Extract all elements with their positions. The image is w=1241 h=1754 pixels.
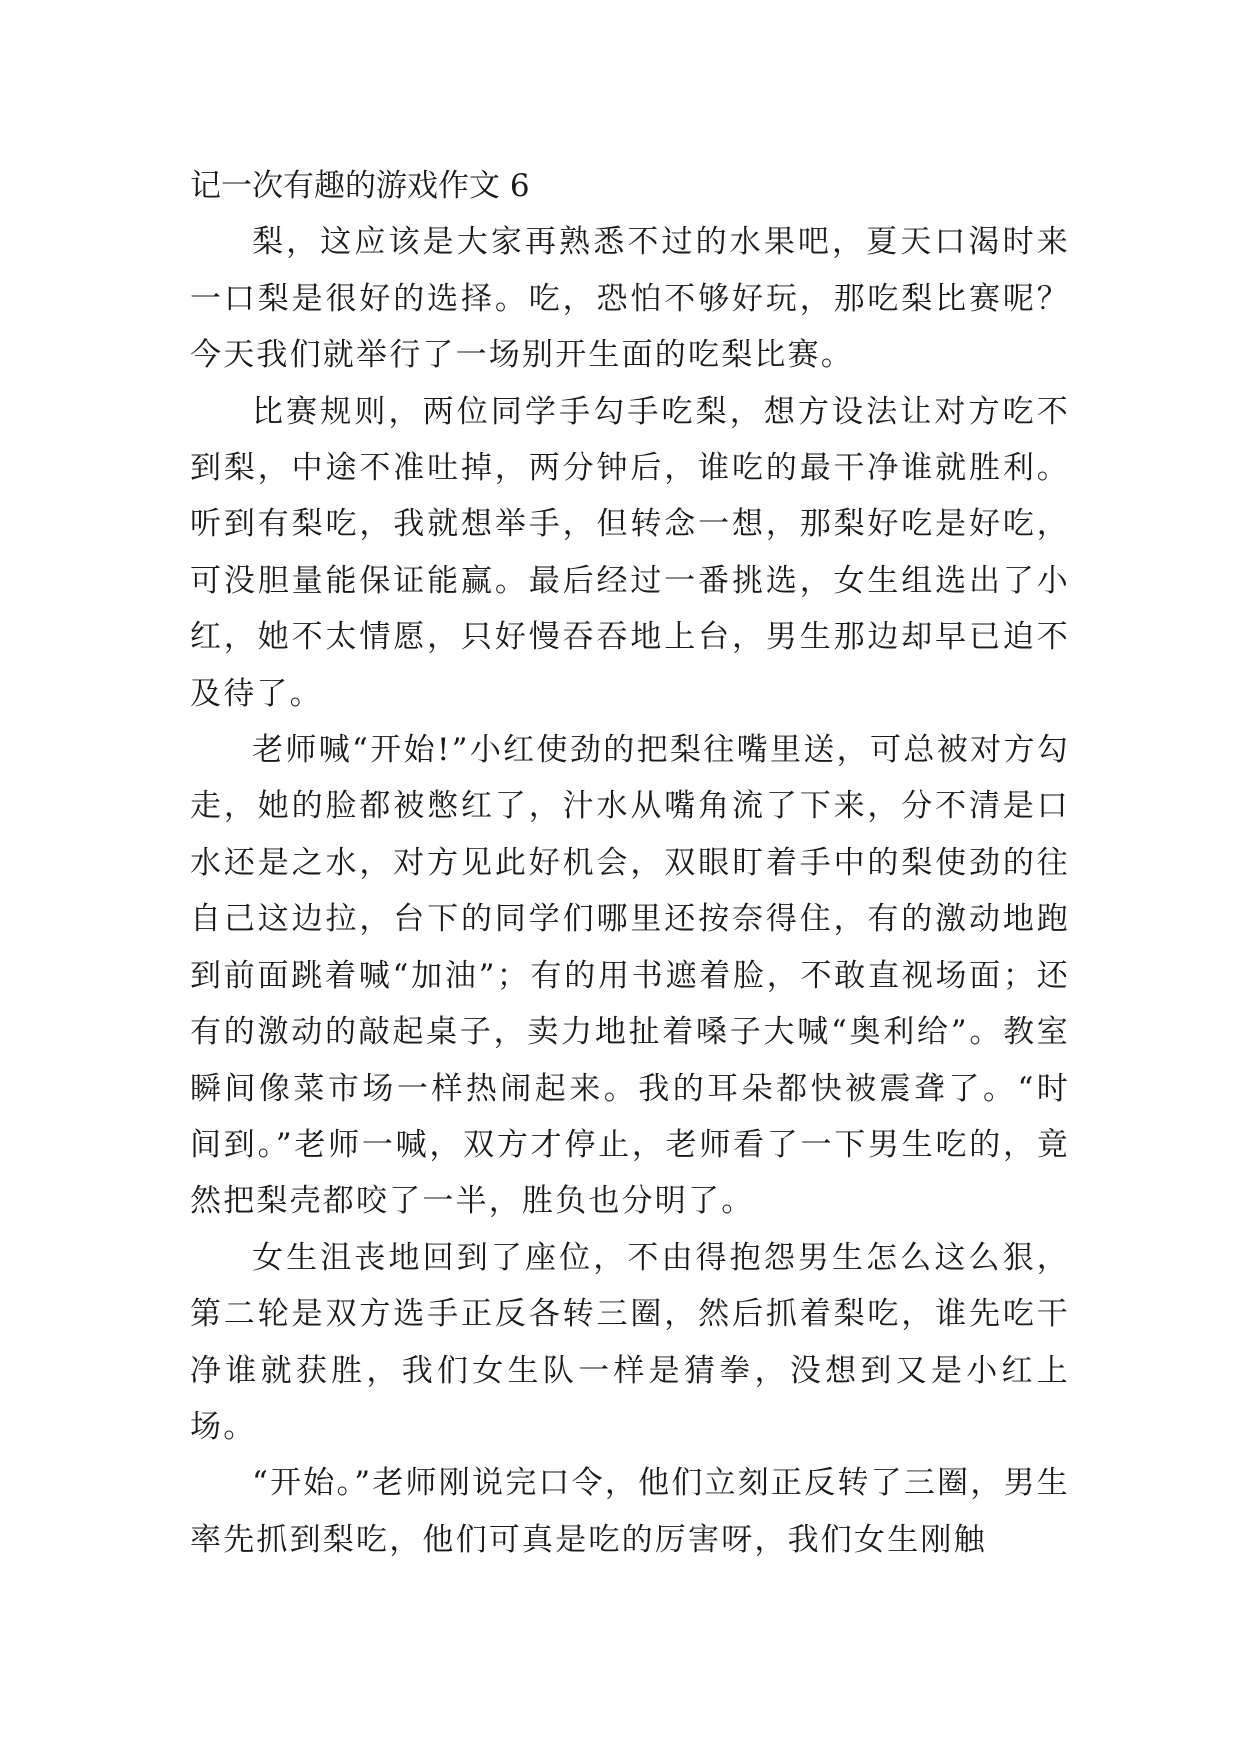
document-body	[190, 158, 1070, 1568]
paragraph-1: 梨，这应该是大家再熟悉不过的水果吧，夏天口渴时来一口梨是很好的选择。吃，恐怕不够好玩，那吃梨比赛呢？今天我们就举行了一场别开生面的吃梨比赛。	[190, 224, 1070, 374]
paragraph-2: 比赛规则，两位同学手勾手吃梨，想方设法让对方吃不到梨，中途不准吐掉，两分钟后，谁吃的最干净谁就胜利。听到有梨吃，我就想举手，但转念一想，那梨好吃是好吃，可没胆量能保证能赢。最后经过一番挑选，女生组选出了小红，她不太情愿，只好慢吞吞地上台，男生那边却早已迫不及待了。	[190, 393, 1070, 712]
paragraph-4: 女生沮丧地回到了座位，不由得抱怨男生怎么这么狠，第二轮是双方选手正反各转三圈，然后抓着梨吃，谁先吃干净谁就获胜，我们女生队一样是猜拳，没想到又是小红上场。	[190, 1239, 1070, 1445]
paragraph-5: “开始。”老师刚说完口令，他们立刻正反转了三圈，男生率先抓到梨吃，他们可真是吃的厉害呀，我们女生刚触	[190, 1465, 1070, 1558]
paragraph-3: 老师喊“开始!”小红使劲的把梨往嘴里送，可总被对方勾走，她的脸都被憋红了，汁水从嘴角流了下来，分不清是口水还是之水，对方见此好机会，双眼盯着手中的梨使劲的往自己这边拉，台下的同学们哪里还按奈得住，有的激动地跑到前面跳着喊“加油”；有的用书遮着脸，不敢直视场面；还有的激动的敲起桌子，卖力地扯着嗓子大喊“奥利给”。教室瞬间像菜市场一样热闹起来。我的耳朵都快被震聋了。“时间到。”老师一喊，双方才停止，老师看了一下男生吃的，竟然把梨壳都咬了一半，胜负也分明了。	[190, 732, 1070, 1220]
essay-title: 记一次有趣的游戏作文 6	[190, 168, 530, 204]
